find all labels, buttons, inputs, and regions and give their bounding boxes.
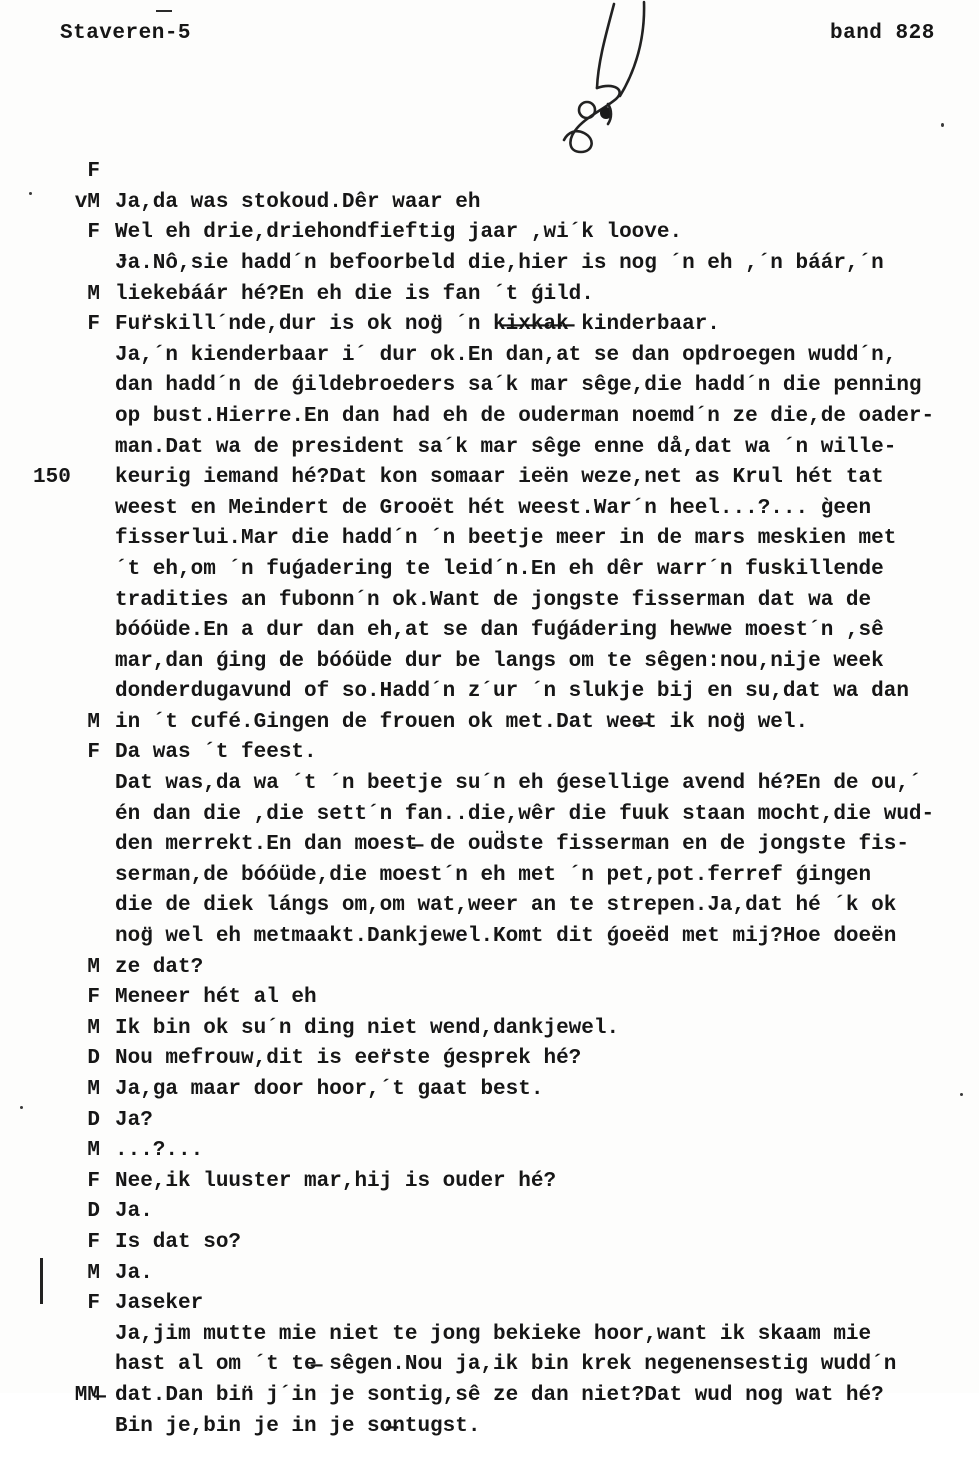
line-text: liekebáár hé?En eh die is fan ´t ǵild. — [115, 282, 594, 306]
speaker-label: D — [87, 1108, 100, 1132]
line-text: op bust.Hierre.En dan had eh de ouderman noemd´n ze die,de oader- — [115, 404, 935, 428]
speaker-label: M — [87, 1139, 100, 1163]
line-text: Meneer hét al eh — [115, 986, 317, 1010]
line-text: én dan die ,die sett´n fan..die,wêr die fuuk staan mocht,die wud- — [115, 802, 935, 826]
line-text: Ja,ga maar door hoor,´t gaat best. — [115, 1078, 544, 1101]
line-text: Dat was,da wa ´t ´n beetje su´n eh ǵesellige avend hé?En de ou,´ — [115, 772, 922, 796]
scan-speck — [941, 123, 944, 127]
line-text: Ɉa.Nô,sie hadd´n befoorbeld die,hier is nog ´n eh ,´n báár,´n — [115, 251, 884, 275]
speaker-label: D — [87, 1047, 100, 1071]
speaker-label: F — [87, 221, 100, 245]
speaker-label: M — [87, 955, 100, 979]
line-text: Wel eh drie,driehondfieftig jaar ,wi´k loove. — [115, 221, 683, 245]
line-text: Ik bin ok su´n ding niet wend,dankjewel. — [115, 1016, 620, 1040]
line-text: keurig iemand hé?Dat kon somaar ieën weze,net as Krul hét tat — [115, 466, 884, 490]
line-text: den merrekt.En dan moest̶ de oud̈ste fisserman en de jongste fis- — [115, 833, 909, 857]
transcript — [0, 96, 979, 1438]
line-text: donderdugavund of so.Hadd´n z´ur ´n slukje bij en su,dat wa dan — [115, 680, 909, 704]
speaker-label: F — [87, 160, 100, 184]
line-text: ...?... — [115, 1139, 204, 1163]
band-number: band 828 — [830, 22, 935, 45]
scan-speck — [960, 1093, 963, 1096]
line-text: tradities an fubonn´n ok.Want de jongste fisserman dat wa de — [115, 588, 872, 612]
speaker-label: MM̶ — [74, 1383, 100, 1407]
line-text: Bin je,bin je in je so̶ntugst. — [115, 1414, 481, 1438]
line-text: Ja,da was stokoud.Dêr waar eh — [115, 190, 481, 214]
line-text: fisserlui.Mar die hadd´n ´n beetje meer in de mars meskien met — [115, 527, 897, 551]
line-text: serman,de bóóüde,die moest´n eh met ´n pet,pot.ferref ǵingen — [115, 863, 872, 887]
line-text: Nee,ik luuster mar,hij is ouder hé? — [115, 1169, 557, 1193]
line-text: Is dat so? — [115, 1230, 242, 1254]
speaker-label: F — [87, 1230, 100, 1254]
line-text: Nou mefrouw,dit is eer̈ste ǵesprek hé? — [115, 1047, 582, 1071]
line-text: Ja. — [115, 1200, 153, 1224]
line-text: mar,dan ǵing de bóóüde dur be langs om te sêgen:nou,nije week — [115, 649, 884, 673]
line-text: in ´t cufé.Gingen de frouen ok met.Dat wee̶t ik nog̈ wel. — [115, 710, 809, 734]
speaker-label: F — [87, 313, 100, 337]
line-text: Ja,´n kienderbaar i´ dur ok.En dan,at se dan opdroegen wudd´n, — [115, 343, 897, 367]
line-text: ´t eh,om ´n fuǵadering te leid´n.En eh dêr warr´n fuskillende — [115, 557, 884, 581]
speaker-label: F — [87, 986, 100, 1010]
scan-speck — [29, 192, 32, 195]
line-text: dat.Dan bin̈ j´in je sontig,sê ze dan niet?Dat wud nog wat hé? — [115, 1383, 884, 1407]
speaker-label: vM — [74, 190, 100, 214]
line-text: Ja. — [115, 1261, 153, 1285]
line-text: Ja? — [115, 1108, 153, 1132]
line-text: dan hadd´n de ǵildebroeders sa´k mar sêge,die hadd´n die penning — [115, 374, 922, 398]
line-text: hast al om ´t te̶ sêgen.Nou ja,ik bin krek negenensestig wudd´n — [115, 1353, 897, 1377]
line-text: Da was ´t feest. — [115, 741, 317, 765]
speaker-label: M — [87, 1016, 100, 1040]
speaker-label: F — [87, 741, 100, 765]
speaker-label: M — [87, 710, 100, 734]
line-text: weest en Meindert de Grooët hét weest.War´n heel...?... g̀een — [115, 496, 872, 520]
document-title: Staveren-5 — [60, 22, 192, 45]
scan-speck — [20, 1106, 23, 1109]
line-text: bóóüde.En a dur dan eh,at se dan fuǵádering hewwe moest´n ,sê — [115, 619, 884, 643]
line-number: 150 — [33, 466, 71, 490]
line-text: nog̈ wel eh metmaakt.Dankjewel.Komt dit ǵoeëd met mij?Hoe doeën — [115, 925, 897, 949]
speaker-label: M — [87, 1261, 100, 1285]
speaker-label: F — [87, 1292, 100, 1316]
line-text: Ja,jim mutte mie niet te jong bekieke hoor,want ik skaam mie — [115, 1322, 872, 1346]
line-text: Fur̈skill´nde,dur is ok nog̈ ´n k̶i̶x̶k̶a̶k̶ kinderbaar. — [115, 313, 720, 337]
line-text: ze dat? — [115, 955, 204, 979]
line-text: Jaseker — [115, 1292, 204, 1316]
speaker-label: F — [87, 1169, 100, 1193]
speaker-label: M — [87, 1078, 100, 1101]
speaker-label: M — [87, 282, 100, 306]
line-text: die de diek lángs om,om wat,weer an te strepen.Ja,dat hé ´k ok — [115, 894, 897, 918]
speaker-label: D — [87, 1200, 100, 1224]
line-text: man.Dat wa de president sa´k mar sêge enne då,dat wa ´n wille- — [115, 435, 897, 459]
scan-artifact — [40, 1258, 43, 1304]
